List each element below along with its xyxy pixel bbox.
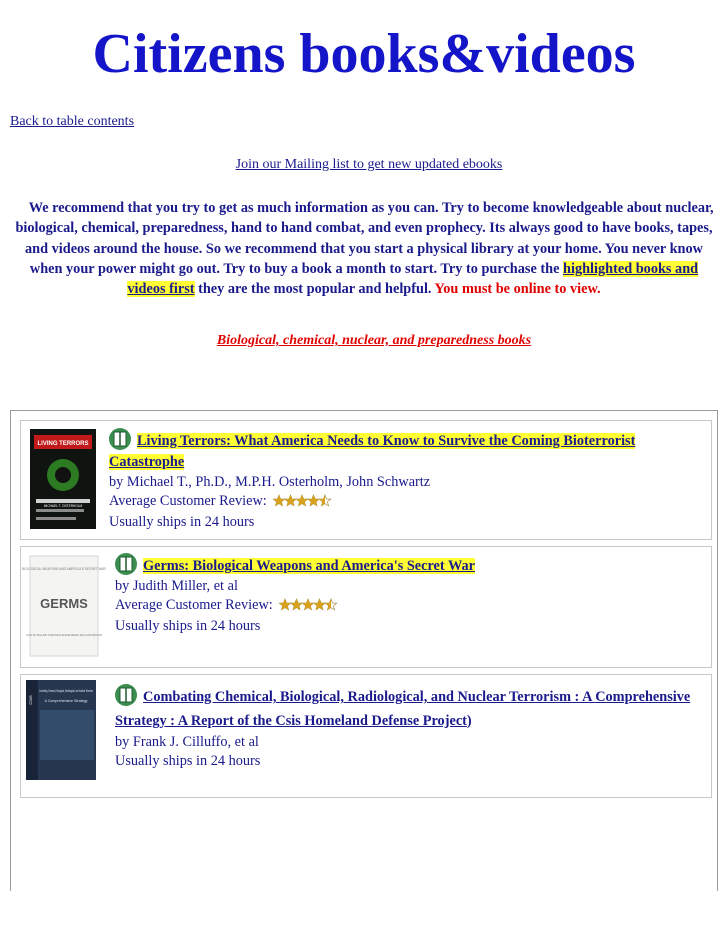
section-books-link[interactable]: Biological, chemical, nuclear, and preparedness books [216,333,532,348]
book-1-title-link[interactable]: Living Terrors: What America Needs to Know to Survive the Coming Bioterrorist Catastrophe [109,433,636,470]
star-fill [285,495,296,506]
stars-group-1 [273,495,330,506]
star-fill [273,495,284,506]
book-1-review-label: Average Customer Review: [109,492,267,509]
star-fill [314,599,325,610]
cover-2-headline: GERMS [40,596,88,611]
book-2-author: by Judith Miller, et al [115,578,238,594]
book-1-review-row [109,492,705,514]
stars-group-2 [279,599,336,610]
book-2-shipping: Usually ships in 24 hours [115,618,261,634]
cover-3-sub: A Comprehensive Strategy [44,699,88,703]
book-3-shipping: Usually ships in 24 hours [115,752,261,769]
cover-2-top: BIOLOGICAL WEAPONS AND AMERICA'S SECRET WAR [22,567,106,571]
book-1-author: by Michael T., Ph.D., M.P.H. Osterholm, John Schwartz [109,474,431,490]
intro-text-1: We recommend that you try to get as much information as you can. Try to become knowledgeable about nuclear, biological, chemical, preparedness, hand to hand combat, and even prophecy. Its always good to have books, tapes, and videos around the house. So we recommend that you start a physical library at your home. You never know when your power might go out. Try to buy a book a month to start. Try to purchase the [15,200,714,277]
cover-1-author: MICHAEL T. OSTERHOLM [43,504,83,508]
book-3-author: by Frank J. Cilluffo, et al [115,734,259,750]
page-title: Citizens books&videos [92,23,636,85]
section-link-wrap [0,333,728,349]
star-fill [296,495,307,506]
cover-1-headline: LIVING TERRORS [37,441,89,447]
book-2-details [115,553,705,636]
highlighted-books-link[interactable]: highlighted books and videos first [127,260,699,298]
book-2-title-link[interactable]: Germs: Biological Weapons and America's Secret War [143,558,475,574]
book-cover-living-terrors[interactable] [30,429,96,529]
book-cover-germs[interactable] [22,556,106,656]
intro-paragraph [14,198,714,299]
book-icon [109,428,131,450]
book-1-shipping: Usually ships in 24 hours [109,514,255,530]
star-fill [291,599,302,610]
star-fill [308,495,319,506]
rating-stars-icon [279,598,339,618]
intro-text-2: they are the most popular and helpful. [194,281,435,298]
online-notice: You must be online to view. [434,281,601,298]
book-3-title-link[interactable]: Combating Chemical, Biological, Radiological, and Nuclear Terrorism : A Comprehensive Strategy : A Report of the Csis Homeland Defense Project [115,689,691,729]
book-icon [115,553,137,575]
book-1-details [109,428,705,532]
mailing-list-link-wrap [0,157,728,173]
rating-stars-icon [273,494,333,514]
book-3-title-line [115,684,710,733]
book-1-title-line [109,428,705,473]
book-3-title-suffix: ) [466,713,472,729]
back-to-contents-link[interactable]: Back to table contents [10,114,135,129]
book-3-details [115,684,710,770]
cover-2-author: JUDITH MILLER STEPHEN ENGELBERG WILLIAM BROAD [26,633,102,637]
book-icon [115,684,137,706]
star-fill [279,599,290,610]
cover-3-spine: CSIS [28,695,33,705]
cover-3-headline: Combating Chemical, Biological, Radiological, and Nuclear Terrorism [39,689,94,693]
book-2-title-line [115,553,705,577]
mailing-list-link[interactable]: Join our Mailing list to get new updated ebooks [235,157,503,172]
book-2-review-label: Average Customer Review: [115,596,273,613]
book-cover-combating-terrorism[interactable] [26,680,96,780]
book-2-review-row [115,596,705,618]
star-fill [302,599,313,610]
